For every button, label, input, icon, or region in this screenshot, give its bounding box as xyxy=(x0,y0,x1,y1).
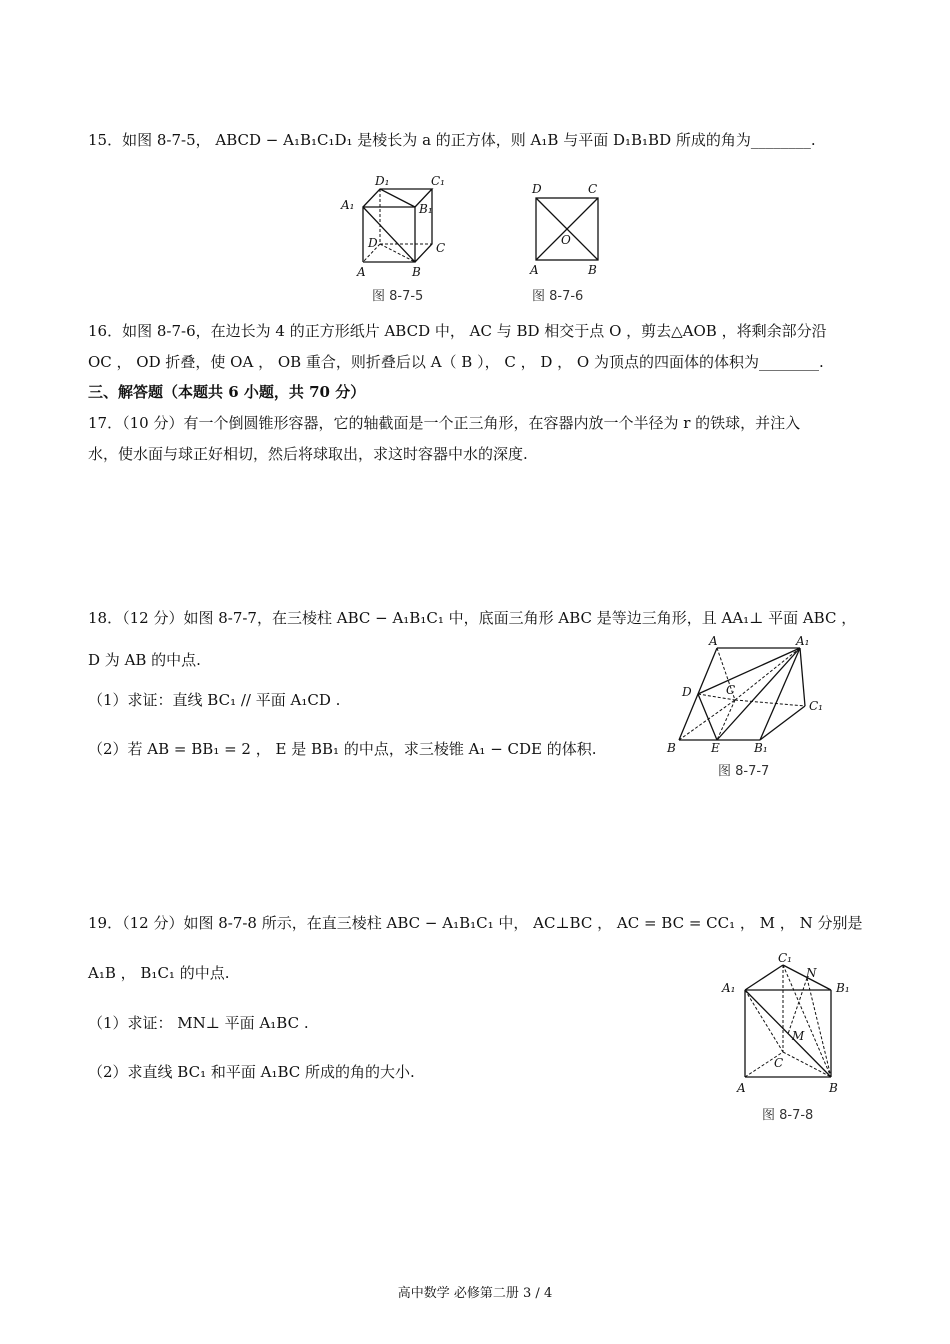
q19-part2: （2）求直线 BC₁ 和平面 A₁BC 所成的角的大小. xyxy=(88,1063,415,1081)
q18-part2: （2）若 AB = BB₁ = 2 ， E 是 BB₁ 的中点，求三棱锥 A₁ − CDE 的体积. xyxy=(88,740,597,758)
label-N: N xyxy=(806,966,817,980)
label-C: C xyxy=(588,182,598,196)
figure-8-7-5-cube xyxy=(335,172,465,282)
label-D1: D₁ xyxy=(375,174,390,188)
label-B: B xyxy=(667,741,676,755)
figure-8-7-6-square xyxy=(522,176,612,281)
figure-8-7-8-caption: 图 8-7-8 xyxy=(762,1108,814,1123)
label-C1: C₁ xyxy=(778,951,792,965)
label-B1: B₁ xyxy=(419,202,433,216)
page-footer: 高中数学 必修第二册 3 / 4 xyxy=(397,1286,553,1301)
label-B1: B₁ xyxy=(836,981,850,995)
q17-line2: 水，使水面与球正好相切，然后将球取出，求这时容器中水的深度. xyxy=(88,445,528,463)
label-C: C xyxy=(774,1056,784,1070)
label-B: B xyxy=(588,263,597,277)
figure-8-7-7-prism xyxy=(662,636,832,756)
section-heading: 三、解答题（本题共 6 小题，共 70 分） xyxy=(88,383,366,401)
figure-8-7-7-caption: 图 8-7-7 xyxy=(718,764,770,779)
label-D: D xyxy=(532,182,542,196)
label-A: A xyxy=(709,636,718,648)
q19-part1: （1）求证： MN⊥ 平面 A₁BC . xyxy=(88,1014,309,1032)
figure-8-7-5-caption: 图 8-7-5 xyxy=(372,289,424,304)
label-D: D xyxy=(368,236,378,250)
q16-line2: OC ， OD 折叠，使 OA ， OB 重合，则折叠后以 A（ B ）， C ， D ， O 为顶点的四面体的体积为________. xyxy=(88,353,824,371)
q18-line2: D 为 AB 的中点. xyxy=(88,651,201,669)
label-A1: A₁ xyxy=(341,198,355,212)
label-B: B xyxy=(829,1081,838,1095)
q18-part1: （1）求证：直线 BC₁ // 平面 A₁CD . xyxy=(88,691,341,709)
label-E: E xyxy=(711,741,720,755)
label-D: D xyxy=(682,685,692,699)
q17-line1: 17．（10 分）有一个倒圆锥形容器，它的轴截面是一个正三角形，在容器内放一个半径为 r 的铁球，并注入 xyxy=(88,414,801,432)
label-A: A xyxy=(737,1081,746,1095)
label-O: O xyxy=(561,233,571,247)
label-C1: C₁ xyxy=(431,174,445,188)
label-M: M xyxy=(792,1029,805,1043)
label-A1: A₁ xyxy=(722,981,736,995)
q16-line1: 16．如图 8-7-6，在边长为 4 的正方形纸片 ABCD 中， AC 与 BD 相交于点 O ，剪去△AOB ，将剩余部分沿 xyxy=(88,322,827,340)
label-B1: B₁ xyxy=(754,741,768,755)
label-C: C xyxy=(726,683,736,697)
label-A: A xyxy=(530,263,539,277)
q19-line2: A₁B ， B₁C₁ 的中点. xyxy=(88,964,230,982)
q15-text: 15．如图 8-7-5， ABCD − A₁B₁C₁D₁ 是棱长为 a 的正方体，则 A₁B 与平面 D₁B₁BD 所成的角为________. xyxy=(88,131,816,149)
label-C: C xyxy=(436,241,446,255)
q18-line1: 18．（12 分）如图 8-7-7，在三棱柱 ABC − A₁B₁C₁ 中，底面三角形 ABC 是等边三角形，且 AA₁⊥ 平面 ABC ， xyxy=(88,609,857,627)
label-A1: A₁ xyxy=(796,636,810,648)
label-A: A xyxy=(357,265,366,279)
label-B: B xyxy=(412,265,421,279)
q19-line1: 19．（12 分）如图 8-7-8 所示，在直三棱柱 ABC − A₁B₁C₁ 中， AC⊥BC ， AC = BC = CC₁ ， M ， N 分别是 xyxy=(88,914,863,932)
figure-8-7-8-prism xyxy=(718,950,858,1100)
figure-8-7-6-caption: 图 8-7-6 xyxy=(532,289,584,304)
label-C1: C₁ xyxy=(809,699,823,713)
